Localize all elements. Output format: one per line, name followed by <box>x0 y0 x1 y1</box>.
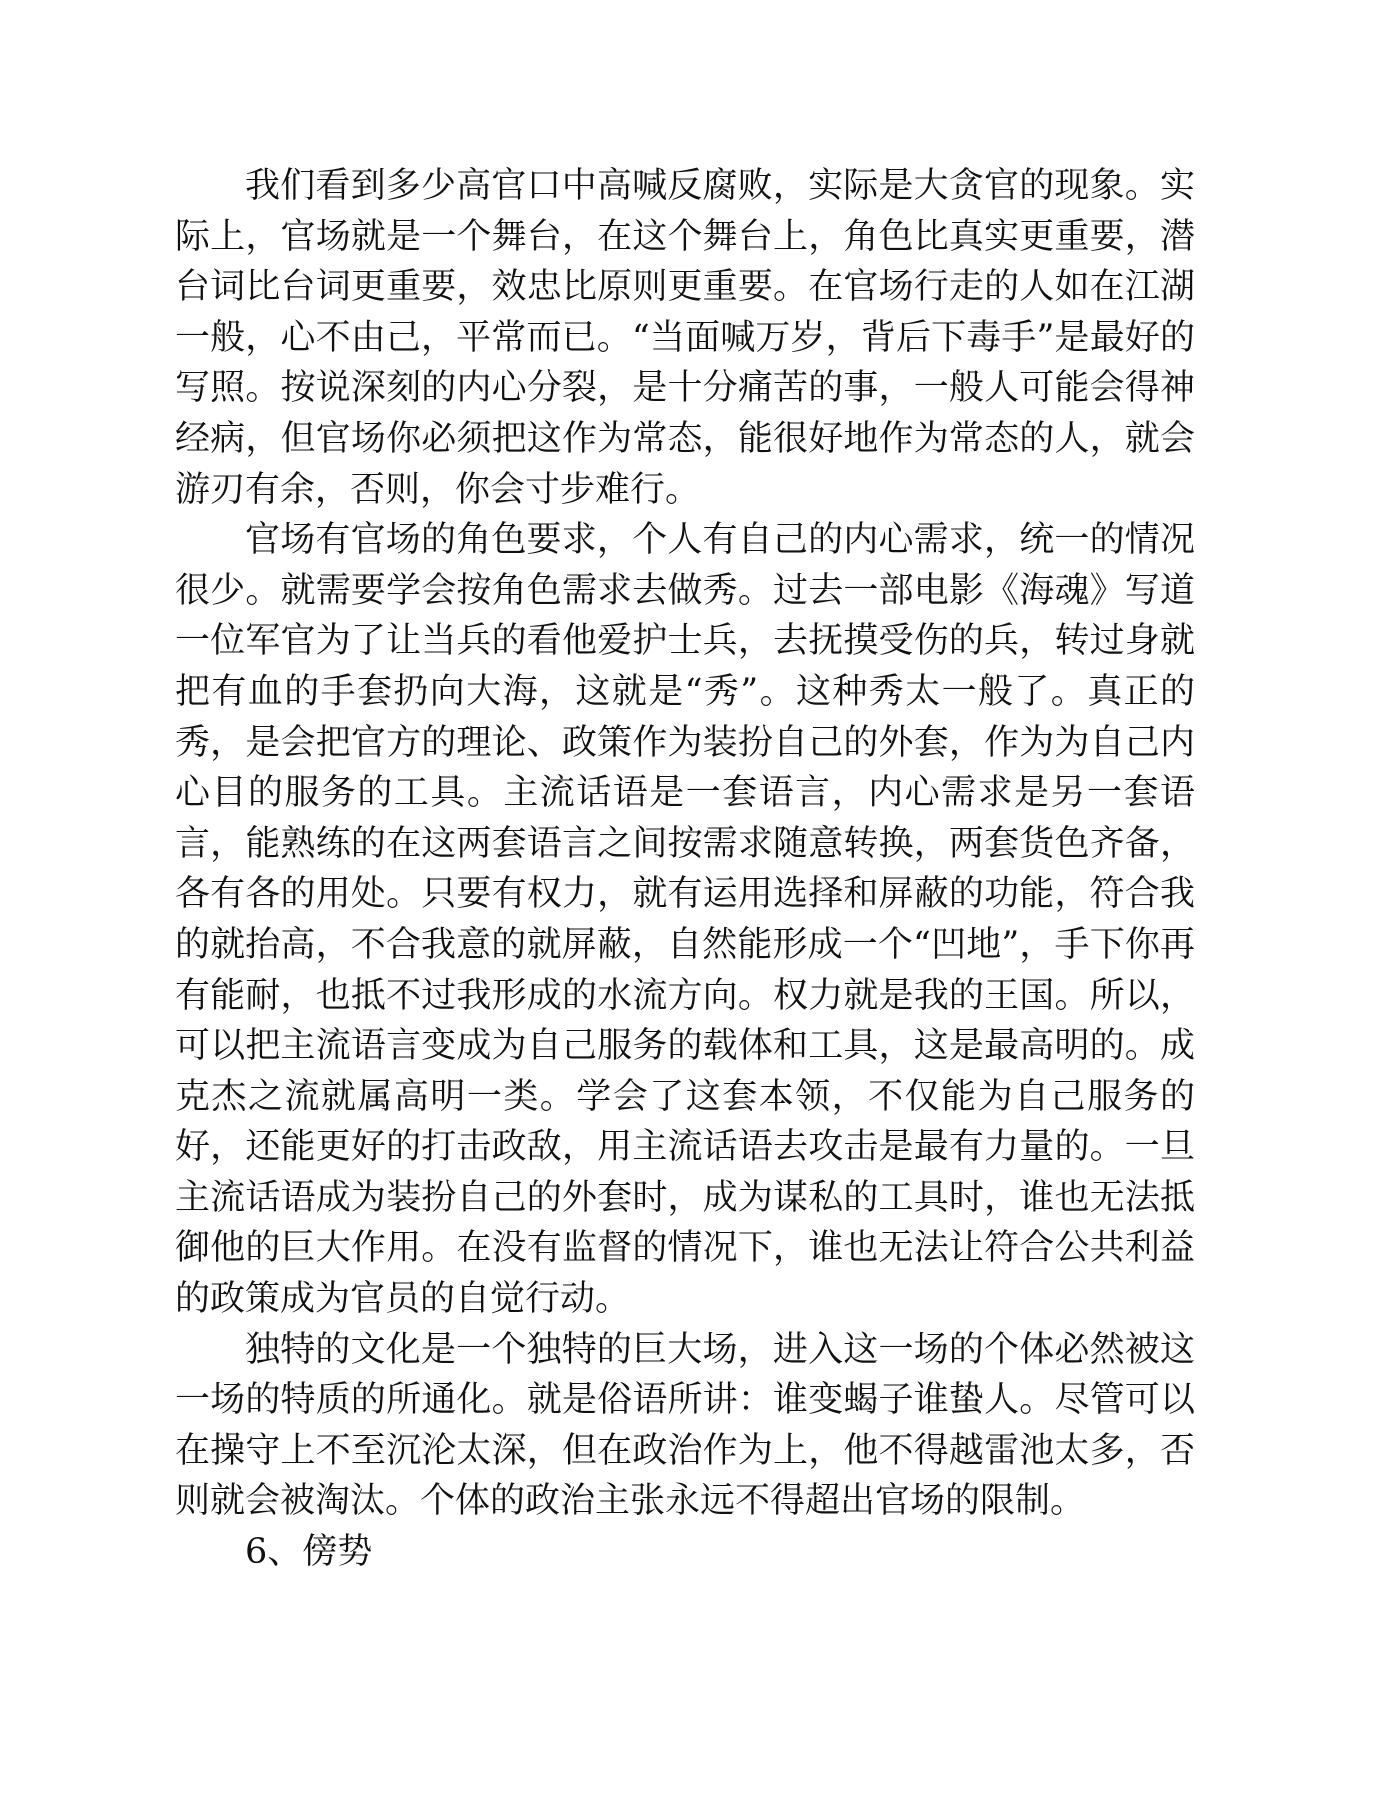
paragraph-2: 官场有官场的角色要求，个人有自己的内心需求，统一的情况很少。就需要学会按角色需求去做秀。过去一部电影《海魂》写道一位军官为了让当兵的看他爱护士兵，去抚摸受伤的兵，转过身就把有血的手套扔向大海，这就是“秀”。这种秀太一般了。真正的秀，是会把官方的理论、政策作为装扮自己的外套，作为为自己内心目的服务的工具。主流话语是一套语言，内心需求是另一套语言，能熟练的在这两套语言之间按需求随意转换，两套货色齐备，各有各的用处。只要有权力，就有运用选择和屏蔽的功能，符合我的就抬高，不合我意的就屏蔽，自然能形成一个“凹地”，手下你再有能耐，也抵不过我形成的水流方向。权力就是我的王国。所以，可以把主流语言变成为自己服务的载体和工具，这是最高明的。成克杰之流就属高明一类。学会了这套本领，不仅能为自己服务的好，还能更好的打击政敌，用主流话语去攻击是最有力量的。一旦主流话语成为装扮自己的外套时，成为谋私的工具时，谁也无法抵御他的巨大作用。在没有监督的情况下，谁也无法让符合公共利益的政策成为官员的自觉行动。 <box>175 520 1195 1320</box>
paragraph-1: 我们看到多少高官口中高喊反腐败，实际是大贪官的现象。实际上，官场就是一个舞台，在这个舞台上，角色比真实更重要，潜台词比台词更重要，效忠比原则更重要。在官场行走的人如在江湖一般，心不由己，平常而已。“当面喊万岁，背后下毒手”是最好的写照。按说深刻的内心分裂，是十分痛苦的事，一般人可能会得神经病，但官场你必须把这作为常态，能很好地作为常态的人，就会游刃有余，否则，你会寸步难行。 <box>175 166 1195 510</box>
document-body <box>175 161 1195 1578</box>
paragraph-3: 独特的文化是一个独特的巨大场，进入这一场的个体必然被这一场的特质的所通化。就是俗语所讲：谁变蝎子谁蛰人。尽管可以在操守上不至沉沦太深，但在政治作为上，他不得越雷池太多，否则就会被淘汰。个体的政治主张永远不得超出官场的限制。 <box>175 1329 1195 1522</box>
section-heading: 6、傍势 <box>245 1532 373 1573</box>
